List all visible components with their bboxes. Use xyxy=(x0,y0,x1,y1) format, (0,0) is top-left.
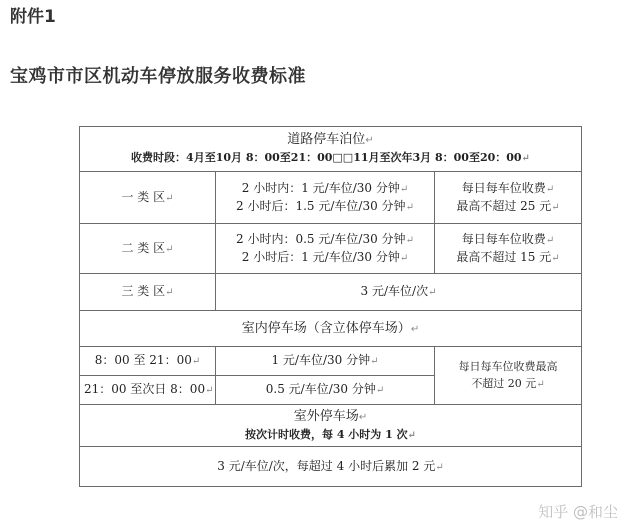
outdoor-note: 按次计时收费，每 4 小时为 1 次↵ xyxy=(244,427,417,441)
parking-fee-table xyxy=(79,126,582,487)
zone-name: 二 类 区↵ xyxy=(80,224,216,274)
indoor-day-time: 8：00 至 21：00↵ xyxy=(80,347,216,376)
road-section-header xyxy=(80,127,582,172)
indoor-day-row xyxy=(80,347,582,376)
road-section-title: 道路停车泊位↵ xyxy=(287,132,374,147)
zone-rate: 2 小时内：1 元/车位/30 分钟↵ 2 小时后：1.5 元/车位/30 分钟↵ xyxy=(216,172,435,224)
attachment-label: 附件1 xyxy=(10,7,56,27)
zone-row-2 xyxy=(80,224,582,274)
outdoor-section-header-row xyxy=(80,405,582,447)
charging-period: 收费时段：4月至10月 8：00至21：00□□11月至次年3月 8：00至20：00↵ xyxy=(131,151,530,164)
indoor-section-header-row xyxy=(80,311,582,347)
outdoor-rate: 3 元/车位/次，每超过 4 小时后累加 2 元↵ xyxy=(80,447,582,487)
indoor-night-rate: 0.5 元/车位/30 分钟↵ xyxy=(216,376,435,405)
zone-row-3 xyxy=(80,274,582,311)
zone-rate: 3 元/车位/次↵ xyxy=(216,274,582,311)
road-section-header-row xyxy=(80,127,582,172)
zone-daily-cap: 每日每车位收费↵ 最高不超过 15 元↵ xyxy=(435,224,582,274)
indoor-day-rate: 1 元/车位/30 分钟↵ xyxy=(216,347,435,376)
outdoor-section-header xyxy=(80,405,582,447)
outdoor-rate-row xyxy=(80,447,582,487)
indoor-section-title: 室内停车场（含立体停车场）↵ xyxy=(80,311,582,347)
document-title: 宝鸡市市区机动车停放服务收费标准 xyxy=(10,66,306,87)
outdoor-section-title: 室外停车场↵ xyxy=(293,408,368,424)
zone-rate: 2 小时内：0.5 元/车位/30 分钟↵ 2 小时后：1 元/车位/30 分钟↵ xyxy=(216,224,435,274)
zone-name: 一 类 区↵ xyxy=(80,172,216,224)
indoor-daily-cap: 每日每车位收费最高 不超过 20 元↵ xyxy=(435,347,582,405)
zone-daily-cap: 每日每车位收费↵ 最高不超过 25 元↵ xyxy=(435,172,582,224)
indoor-night-time: 21：00 至次日 8：00↵ xyxy=(80,376,216,405)
zhihu-watermark: 知乎 @和尘 xyxy=(538,503,618,521)
zone-name: 三 类 区↵ xyxy=(80,274,216,311)
zone-row-1 xyxy=(80,172,582,224)
